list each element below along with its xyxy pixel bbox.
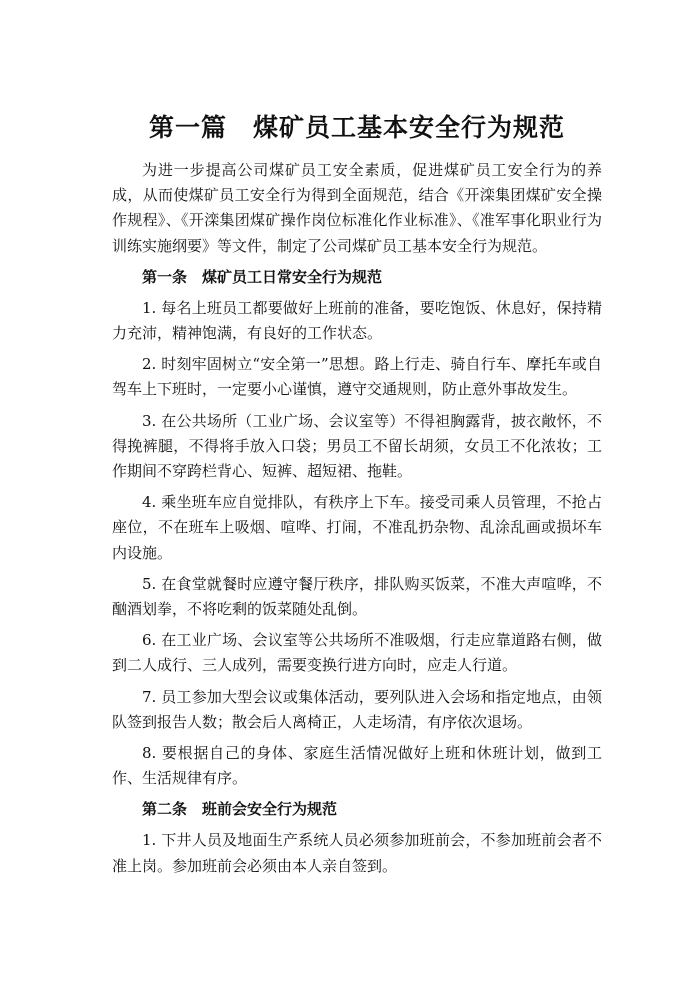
intro-paragraph: 为进一步提高公司煤矿员工安全素质，促进煤矿员工安全行为的养成，从而使煤矿员工安全行为得到全面规范，结合《开滦集团煤矿安全操作规程》、《开滦集团煤矿操作岗位标准化作业标准》、《准军事化职业行为训练实施纲要》等文件，制定了公司煤矿员工基本安全行为规范。 (112, 161, 602, 255)
section-2-items (112, 828, 602, 878)
section-1-item-3: 3. 在公共场所（工业广场、会议室等）不得袒胸露背，披衣敞怀，不得挽裤腿，不得将手放入口袋；男员工不留长胡须，女员工不化浓妆；工作期间不穿跨栏背心、短裤、超短裙、拖鞋。 (112, 411, 602, 481)
document-title: 第一篇 煤矿员工基本安全行为规范 (148, 113, 565, 142)
section-1-item-7: 7. 员工参加大型会议或集体活动，要列队进入会场和指定地点，由领队签到报告人数；散会后人离椅正，人走场清，有序依次退场。 (112, 687, 602, 731)
section-2-item-1: 1. 下井人员及地面生产系统人员必须参加班前会，不参加班前会者不准上岗。参加班前会必须由本人亲自签到。 (112, 831, 602, 875)
section-1-item-2: 2. 时刻牢固树立“安全第一”思想。路上行走、骑自行车、摩托车或自驾车上下班时，一定要小心谨慎，遵守交通规则，防止意外事故发生。 (112, 355, 602, 399)
section-1-items (112, 296, 602, 792)
section-1-item-6: 6. 在工业广场、会议室等公共场所不准吸烟，行走应靠道路右侧，做到二人成行、三人成列，需要变换行进方向时，应走人行道。 (112, 631, 602, 675)
section-1-item-1: 1. 每名上班员工都要做好上班前的准备，要吃饱饭、休息好，保持精力充沛，精神饱满，有良好的工作状态。 (112, 298, 602, 343)
section-1-item-4: 4. 乘坐班车应自觉排队，有秩序上下车。接受司乘人员管理，不抢占座位，不在班车上吸烟、喧哗、打闹，不准乱扔杂物、乱涂乱画或损坏车内设施。 (112, 493, 602, 562)
section-2-heading: 第二条 班前会安全行为规范 (142, 800, 338, 819)
section-1-item-8: 8. 要根据自己的身体、家庭生活情况做好上班和休班计划，做到工作、生活规律有序。 (112, 744, 602, 788)
section-1-item-5: 5. 在食堂就餐时应遵守餐厅秩序，排队购买饭菜，不准大声喧哗，不酗酒划拳，不将吃剩的饭菜随处乱倒。 (112, 574, 602, 619)
document-page (112, 112, 602, 885)
section-1-heading: 第一条 煤矿员工日常安全行为规范 (142, 267, 383, 286)
